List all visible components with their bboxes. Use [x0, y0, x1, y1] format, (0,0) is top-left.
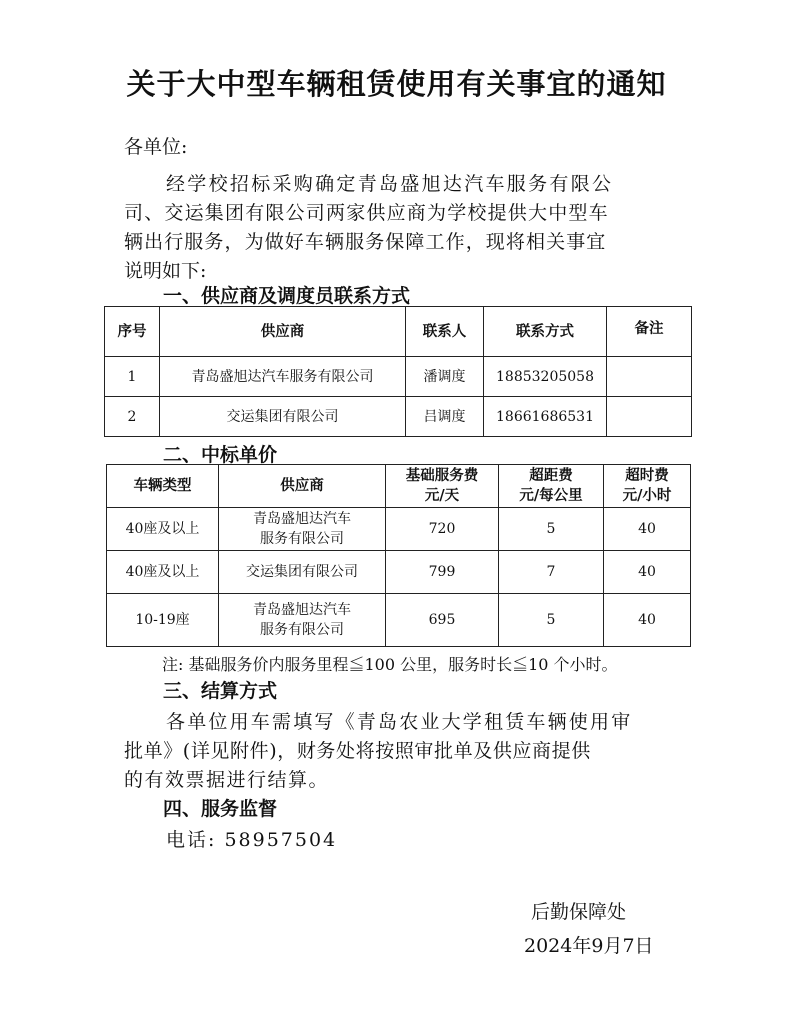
table-cell: 720 [386, 508, 499, 551]
header-cell: 序号 [105, 307, 160, 357]
table-cell: 5 [499, 508, 604, 551]
salutation: 各单位: [124, 136, 188, 158]
header-cell: 超时费 元/小时 [604, 465, 691, 508]
table-cell: 1 [105, 357, 160, 397]
table-cell: 799 [386, 551, 499, 594]
header-cell: 车辆类型 [107, 465, 219, 508]
table-cell: 40 [604, 508, 691, 551]
table-cell: 5 [499, 594, 604, 647]
table-row [105, 357, 692, 397]
table-header-row [105, 307, 692, 357]
table-cell: 青岛盛旭达汽车 服务有限公司 [219, 594, 386, 647]
bid-price-table [106, 464, 691, 647]
settlement-line: 批单》(详见附件)，财务处将按照审批单及供应商提供 [124, 740, 591, 762]
table-cell: 10-19座 [107, 594, 219, 647]
table-cell: 交运集团有限公司 [219, 551, 386, 594]
table-row [107, 594, 691, 647]
table-row [105, 397, 692, 437]
section2-heading: 二、中标单价 [163, 444, 278, 466]
table-header-row [107, 465, 691, 508]
header-cell: 基础服务费 元/天 [386, 465, 499, 508]
table-cell: 40 [604, 594, 691, 647]
settlement-line: 的有效票据进行结算。 [124, 769, 330, 791]
document-title: 关于大中型车辆租赁使用有关事宜的通知 [126, 67, 667, 101]
table-cell: 潘调度 [406, 357, 484, 397]
table-cell: 18853205058 [484, 357, 607, 397]
settlement-line: 各单位用车需填写《青岛农业大学租赁车辆使用审 [166, 711, 633, 733]
table-cell: 40座及以上 [107, 551, 219, 594]
table-row [107, 508, 691, 551]
intro-line: 经学校招标采购确定青岛盛旭达汽车服务有限公 [166, 173, 614, 195]
table-cell: 695 [386, 594, 499, 647]
signature-date: 2024年9月7日 [524, 935, 654, 957]
settlement-paragraph [124, 708, 632, 795]
table-cell: 交运集团有限公司 [160, 397, 406, 437]
table-cell: 2 [105, 397, 160, 437]
signature-department: 后勤保障处 [531, 901, 627, 923]
section3-heading: 三、结算方式 [163, 680, 278, 702]
intro-paragraph [124, 170, 613, 286]
supplier-contact-table [104, 306, 692, 437]
price-note: 注: 基础服务价内服务里程≦100 公里，服务时长≦10 个小时。 [162, 655, 618, 674]
section1-heading: 一、供应商及调度员联系方式 [163, 285, 411, 307]
header-cell: 联系方式 [484, 307, 607, 357]
header-cell: 供应商 [219, 465, 386, 508]
table-cell: 40座及以上 [107, 508, 219, 551]
table-cell: 40 [604, 551, 691, 594]
intro-line: 司、交运集团有限公司两家供应商为学校提供大中型车 [124, 202, 609, 224]
table-cell: 7 [499, 551, 604, 594]
table-cell [607, 357, 692, 397]
table-row [107, 551, 691, 594]
phone-line: 电话: 58957504 [166, 829, 338, 851]
header-cell: 备注 [607, 307, 692, 357]
table-cell: 18661686531 [484, 397, 607, 437]
header-cell: 联系人 [406, 307, 484, 357]
intro-line: 说明如下: [124, 260, 207, 282]
section4-heading: 四、服务监督 [163, 798, 278, 820]
header-cell: 供应商 [160, 307, 406, 357]
table-cell [607, 397, 692, 437]
intro-line: 辆出行服务，为做好车辆服务保障工作，现将相关事宜 [124, 231, 607, 253]
table-cell: 青岛盛旭达汽车服务有限公司 [160, 357, 406, 397]
table-cell: 吕调度 [406, 397, 484, 437]
table-cell: 青岛盛旭达汽车 服务有限公司 [219, 508, 386, 551]
header-cell: 超距费 元/每公里 [499, 465, 604, 508]
